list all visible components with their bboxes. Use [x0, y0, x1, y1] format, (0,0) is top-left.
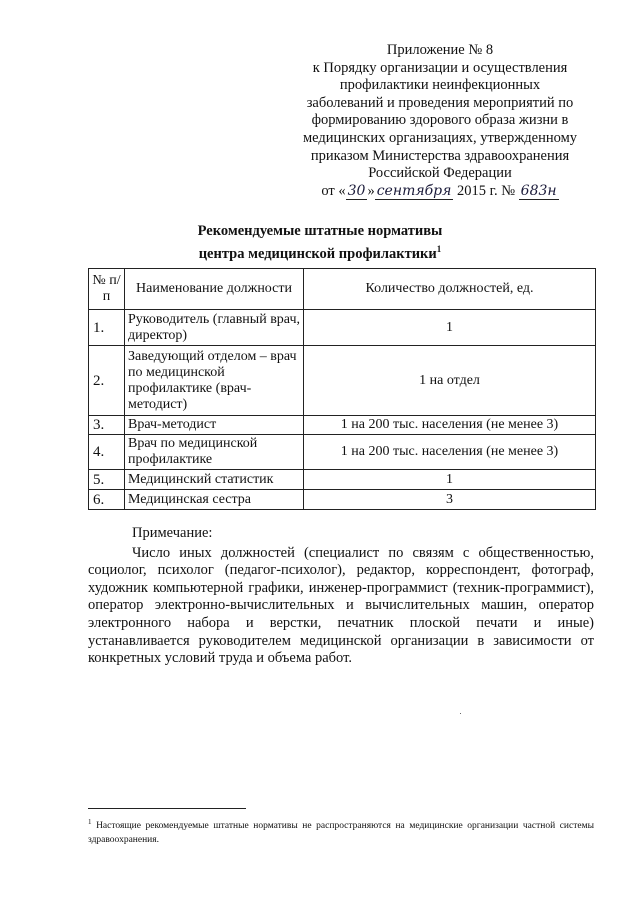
- footnote-text: Настоящие рекомендуемые штатные нормативы не распространяются на медицинские организации частной системы здравоохранения.: [88, 821, 594, 846]
- row-name: Заведующий отделом – врач по медицинской профилактике (врач-методист): [125, 346, 304, 416]
- appendix-line: медицинских организациях, утвержденному: [303, 129, 577, 146]
- appendix-line: Приложение № 8: [386, 42, 494, 58]
- staffing-table: [88, 268, 596, 510]
- handwritten-order-number: 683н: [520, 182, 557, 199]
- footnote: [88, 815, 594, 847]
- appendix-line: формированию здорового образа жизни в: [311, 112, 569, 129]
- date-prefix: от «: [321, 182, 346, 199]
- header-qty: Количество должностей, ед.: [304, 269, 596, 310]
- order-date-line: [290, 183, 590, 201]
- row-num: 5.: [89, 470, 125, 490]
- note-text: Число иных должностей (специалист по связям с общественностью, социолог, психолог (педагог-психолог), редактор, корреспондент, фотограф, художник компьютерной графики, инженер-программист (техник-программист), оператор электронно-вычислительных и вычислительных машин, оператор электронного набора и верстки, печатник плоской печати и иные) устанавливается руководителем медицинской организации в зависимости от конкретных условий труда и объема работ.: [88, 544, 594, 667]
- note-title: Примечание:: [132, 525, 213, 541]
- row-num: 6.: [89, 490, 125, 510]
- row-qty: 1: [304, 310, 596, 346]
- row-name: Врач-методист: [125, 416, 304, 435]
- title-line-2-text: центра медицинской профилактики: [198, 245, 437, 262]
- handwritten-month: сентября: [376, 182, 452, 199]
- table-header-row: [89, 269, 596, 310]
- footnote-divider: [88, 808, 246, 809]
- date-mid: »: [367, 182, 375, 199]
- table-row: [89, 416, 596, 435]
- row-num: 2.: [89, 346, 125, 416]
- row-qty: 3: [304, 490, 596, 510]
- note-section: [88, 525, 594, 668]
- scan-speck: [460, 713, 461, 714]
- table-row: [89, 310, 596, 346]
- row-qty: 1: [304, 470, 596, 490]
- row-qty: 1 на 200 тыс. населения (не менее 3): [304, 435, 596, 470]
- appendix-line: заболеваний и проведения мероприятий по: [306, 94, 574, 111]
- date-year: 2015 г. №: [453, 182, 519, 199]
- table-row: [89, 435, 596, 470]
- row-name: Руководитель (главный врач, директор): [125, 310, 304, 346]
- row-num: 3.: [89, 416, 125, 435]
- appendix-line: Российской Федерации: [368, 165, 512, 182]
- table-row: [89, 470, 596, 490]
- header-num: № п/п: [89, 269, 125, 310]
- row-name: Медицинский статистик: [125, 470, 304, 490]
- table-row: [89, 346, 596, 416]
- appendix-line: к Порядку организации и осуществления: [312, 59, 568, 76]
- row-name: Медицинская сестра: [125, 490, 304, 510]
- row-qty: 1 на отдел: [304, 346, 596, 416]
- footnote-marker: 1: [436, 244, 442, 254]
- row-qty: 1 на 200 тыс. населения (не менее 3): [304, 416, 596, 435]
- title-line-2: [0, 240, 640, 263]
- title-line-1: Рекомендуемые штатные нормативы: [197, 223, 443, 239]
- row-num: 4.: [89, 435, 125, 470]
- document-title: [0, 222, 640, 263]
- appendix-line: профилактики неинфекционных: [339, 77, 541, 94]
- appendix-line: приказом Министерства здравоохранения: [310, 147, 570, 164]
- row-name: Врач по медицинской профилактике: [125, 435, 304, 470]
- table-row: [89, 490, 596, 510]
- handwritten-day: 30: [347, 182, 366, 199]
- row-num: 1.: [89, 310, 125, 346]
- appendix-header: [290, 42, 590, 200]
- footnote-number: 1: [88, 818, 92, 826]
- header-name: Наименование должности: [125, 269, 304, 310]
